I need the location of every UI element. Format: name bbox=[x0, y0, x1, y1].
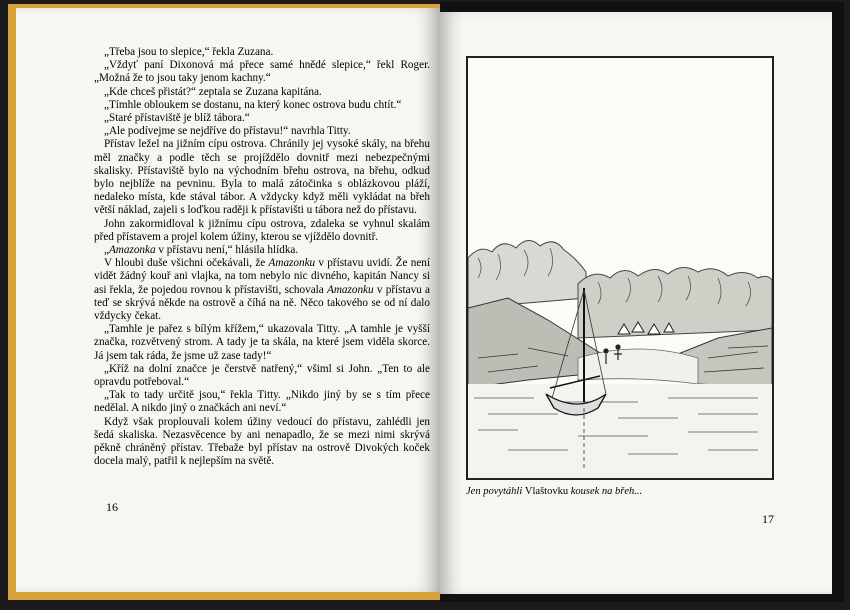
paragraph: „Tak to tady určitě jsou,“ řekla Titty. „Nikdo jiný by se s tím přece nedělal. A nikdo jiný o značkách ani neví.“ bbox=[94, 389, 430, 415]
paragraph: „Kříž na dolní značce je čerstvě natřený,“ všiml si John. „Ten to ale opravdu potřeboval.“ bbox=[94, 362, 430, 389]
boat-name: Amazonka bbox=[108, 244, 156, 257]
paragraph: „Staré přístaviště je blíž tábora.“ bbox=[104, 112, 250, 125]
paragraph-amazonka-expectation: V hloubi duše všichni očekávali, že Amazonku v přístavu uvidí. Že není vidět žádný kouř ani vlajka, na tom nebylo nic divného, kapitán Nancy si asi řekla, že pojedou rovnou k přístavišti, schovala Amazonku v přístavu a teď se skrývá někde na ostrově a číhá na ně. Něco takového se od ní dalo vždycky čekat. bbox=[94, 257, 430, 323]
boat-name: Amazonku bbox=[268, 257, 316, 270]
paragraph: John zakormidloval k jižnímu cípu ostrova, zdaleka se vyhnul skalám před přístavem a projel kolem úžiny, kterou se vjíždělo dovnitř. bbox=[94, 217, 430, 243]
boat-name: Amazonku bbox=[327, 283, 374, 296]
left-page-text bbox=[94, 46, 430, 469]
illustration-sailboat-harbor bbox=[466, 56, 774, 480]
paragraph: „Tímhle obloukem se dostanu, na který konec ostrova budu chtít.“ bbox=[104, 98, 402, 111]
page-number-right: 17 bbox=[762, 512, 774, 526]
paragraph: „Třeba jsou to slepice,“ řekla Zuzana. bbox=[104, 46, 274, 58]
page-number-left: 16 bbox=[106, 500, 118, 514]
paragraph: „Vždyť paní Dixonová má přece samé hnědé slepice,“ řekl Roger. „Možná že to jsou taky jenom kachny.“ bbox=[94, 59, 430, 85]
paragraph: Když však proplouvali kolem úžiny vedoucí do přístavu, zahlédli jen šedá skaliska. Nezasvěcence by ani nenapadlo, že se mezi nimi skrývá pěkně chráněný přístav. Třebaže byl přístav na ostrově Divokých koček docela malý, patřil k nejlepším na světě. bbox=[94, 415, 430, 468]
paragraph: „Ale podívejme se nejdříve do přístavu!“ navrhla Titty. bbox=[104, 125, 351, 138]
illustration-caption: Jen povytáhli Vlaštovku kousek na břeh... bbox=[466, 486, 643, 497]
paragraph-amazonka-lookout: „Amazonka v přístavu není,“ hlásila hlídka. bbox=[104, 244, 299, 257]
boat-name: Vlaštovku bbox=[524, 486, 569, 497]
paragraph: Přístav ležel na jižním cípu ostrova. Chránily jej vysoké skály, na břehu měl značky a podle těch se projíždělo dovnitř mezi nebezpečnými skalisky. Přístaviště bylo na východním břehu ostrova, na břehu, odkud bylo nejblíže na pevninu. Byla to malá zátočinka s oblázkovou pláží, nedaleko místa, kde stával tábor. A vždycky když měli vykládat na břeh větší náklad, zajeli s loďkou raději k přístavišti u tábora než do přístavu. bbox=[94, 138, 430, 217]
paragraph: „Kde chceš přistát?“ zeptala se Zuzana kapitána. bbox=[104, 85, 322, 98]
sailboat-drawing bbox=[468, 58, 772, 478]
paragraph: „Tamhle je pařez s bílým křížem,“ ukazovala Titty. „A tamhle je vyšší značka, rozvětvený strom. A tady je ta skála, na které jsem viděla skorce. Já jsem tak ráda, že jsme už zase tady!“ bbox=[94, 323, 430, 362]
